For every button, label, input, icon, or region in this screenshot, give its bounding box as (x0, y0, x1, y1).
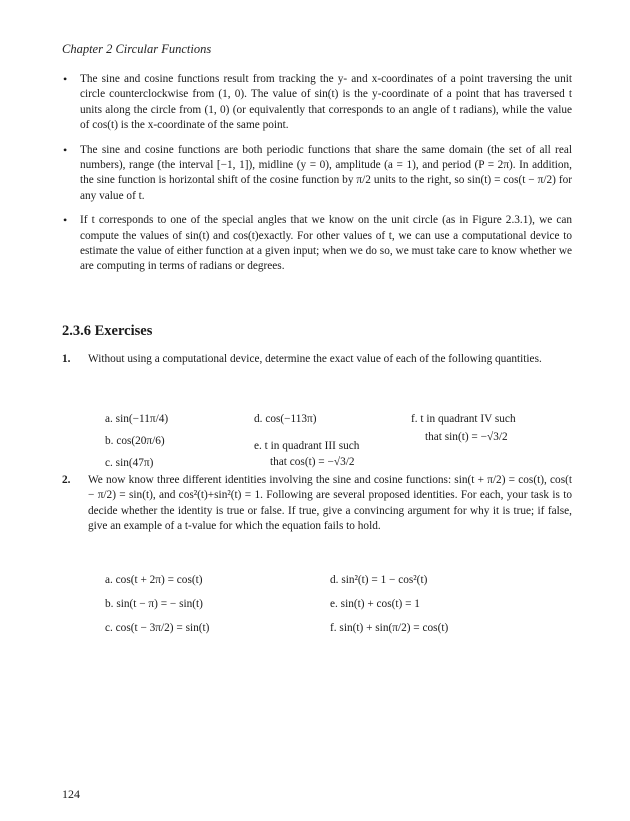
part-label: e. (254, 440, 262, 452)
bullet-text: If t corresponds to one of the special angles that we know on the unit circle (as in Figure 2.3.1), we can compute the values of sin(t) and cos(t)exactly. For other values of t, we can use a computational device to estimate the value of either function at a given input; when we do so, we must take care to know whether we are computing in terms of radians or degrees. (80, 214, 572, 273)
part-expression: sin(t) + cos(t) = 1 (340, 598, 420, 610)
running-header: Chapter 2 Circular Functions (62, 42, 212, 56)
part-label: a. (105, 413, 113, 425)
bullet-icon: • (63, 142, 68, 157)
exercise-part (105, 412, 168, 427)
bullet-item (62, 72, 572, 134)
exercise-number: 2. (62, 474, 71, 486)
part-label: b. (105, 435, 114, 447)
exercise-1 (62, 352, 572, 367)
bullet-icon: • (63, 72, 68, 86)
part-label: c. (105, 457, 113, 469)
exercise-2 (62, 473, 572, 535)
exercise-part (330, 597, 420, 612)
part-label: d. (330, 574, 339, 586)
part-expression: sin(−11π/4) (115, 413, 169, 425)
part-condition: that sin(t) = −√3/2 (425, 431, 508, 443)
exercise-part-continued (425, 430, 508, 445)
part-expression: sin(47π) (115, 457, 154, 469)
exercise-part-continued (270, 455, 355, 470)
part-expression: cos(20π/6) (116, 435, 165, 447)
bullet-text: The sine and cosine functions result from tracking the y- and x-coordinates of a point traversing the unit circle counterclockwise from (1, 0). The value of sin(t) is the y-coordinate of a point that has traversed t units along the circle from (1, 0) (or equivalently that corresponds to an angle of t radians), while the value of cos(t) is the x-coordinate of the same point. (80, 73, 572, 132)
exercise-part (330, 621, 448, 636)
part-label: e. (330, 598, 338, 610)
part-label: c. (105, 622, 113, 634)
part-condition: t in quadrant IV such (420, 413, 516, 425)
part-label: d. (254, 413, 263, 425)
part-expression: cos(−113π) (265, 413, 317, 425)
part-label: f. (411, 413, 418, 425)
part-expression: sin(t) + sin(π/2) = cos(t) (339, 622, 449, 634)
part-condition: t in quadrant III such (264, 440, 360, 452)
bullet-item (62, 143, 572, 205)
part-condition: that cos(t) = −√3/2 (270, 456, 355, 468)
bullet-icon: • (63, 213, 68, 228)
exercise-part (254, 412, 317, 427)
part-expression: sin²(t) = 1 − cos²(t) (341, 574, 428, 586)
exercise-part (105, 597, 203, 612)
part-label: a. (105, 574, 113, 586)
exercise-part (105, 621, 209, 636)
part-expression: cos(t − 3π/2) = sin(t) (115, 622, 210, 634)
bullet-text: The sine and cosine functions are both periodic functions that share the same domain (the set of all real numbers), range (the interval [−1, 1]), midline (y = 0), amplitude (a = 1), and period (P = 2π). In addition, the sine function is horizontal shift of the cosine function by π/2 units to the right, so sin(t) = cos(t − π/2) for any value of t. (80, 143, 572, 202)
exercise-part (254, 439, 359, 454)
exercise-1-parts (88, 412, 578, 472)
exercise-2-parts (88, 573, 578, 643)
exercise-prompt: We now know three different identities involving the sine and cosine functions: sin(t + π/2) = cos(t), cos(t − π/2) = sin(t), and cos²(t)+sin²(t) = 1. Following are several proposed identities. For each, your task is to decide whether the identity is true or false. If true, give a convincing argument for why it is true; if false, give an example of a t-value for which the equation fails to hold. (88, 474, 572, 533)
bullet-item (62, 213, 572, 275)
exercise-part (105, 434, 165, 449)
exercise-part (411, 412, 516, 427)
part-expression: sin(t − π) = − sin(t) (116, 598, 203, 610)
exercise-number: 1. (62, 353, 71, 365)
exercise-part (105, 573, 203, 588)
exercise-part (105, 456, 153, 471)
exercise-part (330, 573, 427, 588)
exercise-prompt: Without using a computational device, determine the exact value of each of the following quantities. (88, 353, 542, 365)
section-heading: 2.3.6 Exercises (62, 323, 153, 339)
part-label: f. (330, 622, 337, 634)
part-label: b. (105, 598, 114, 610)
part-expression: cos(t + 2π) = cos(t) (115, 574, 203, 586)
summary-bullet-list (62, 72, 572, 284)
page-number: 124 (62, 787, 80, 801)
